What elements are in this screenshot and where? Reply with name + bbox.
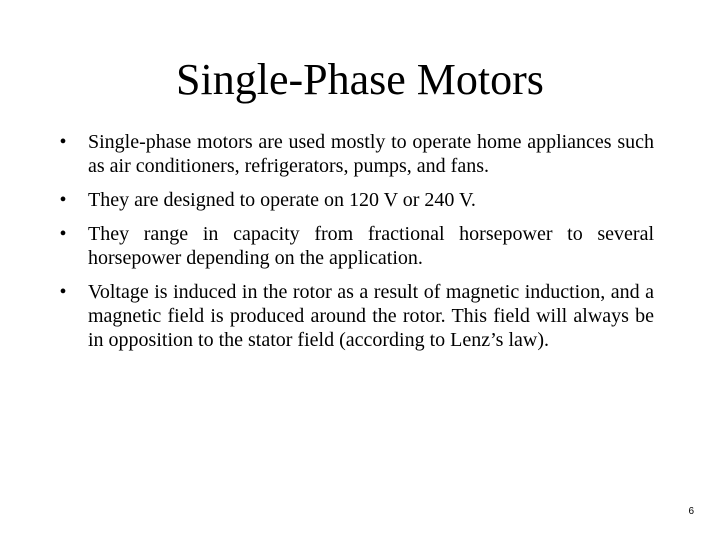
bullet-list: [56, 130, 654, 362]
page-number: 6: [688, 506, 694, 517]
bullet-item: [56, 130, 654, 178]
bullet-icon: •: [59, 223, 67, 245]
bullet-text: They range in capacity from fractional horsepower to several horsepower depending on the application.: [88, 223, 654, 269]
bullet-icon: •: [59, 189, 67, 211]
bullet-text: They are designed to operate on 120 V or 240 V.: [88, 189, 476, 211]
bullet-item: [56, 280, 654, 352]
slide-title: Single-Phase Motors: [176, 55, 544, 104]
bullet-icon: •: [59, 281, 67, 303]
bullet-item: [56, 222, 654, 270]
bullet-item: [56, 188, 654, 212]
bullet-text: Single-phase motors are used mostly to operate home appliances such as air conditioners, refrigerators, pumps, and fans.: [88, 131, 654, 177]
bullet-text: Voltage is induced in the rotor as a result of magnetic induction, and a magnetic field is produced around the rotor. This field will always be in opposition to the stator field (according to Lenz’s law).: [88, 281, 654, 351]
bullet-icon: •: [59, 131, 67, 153]
